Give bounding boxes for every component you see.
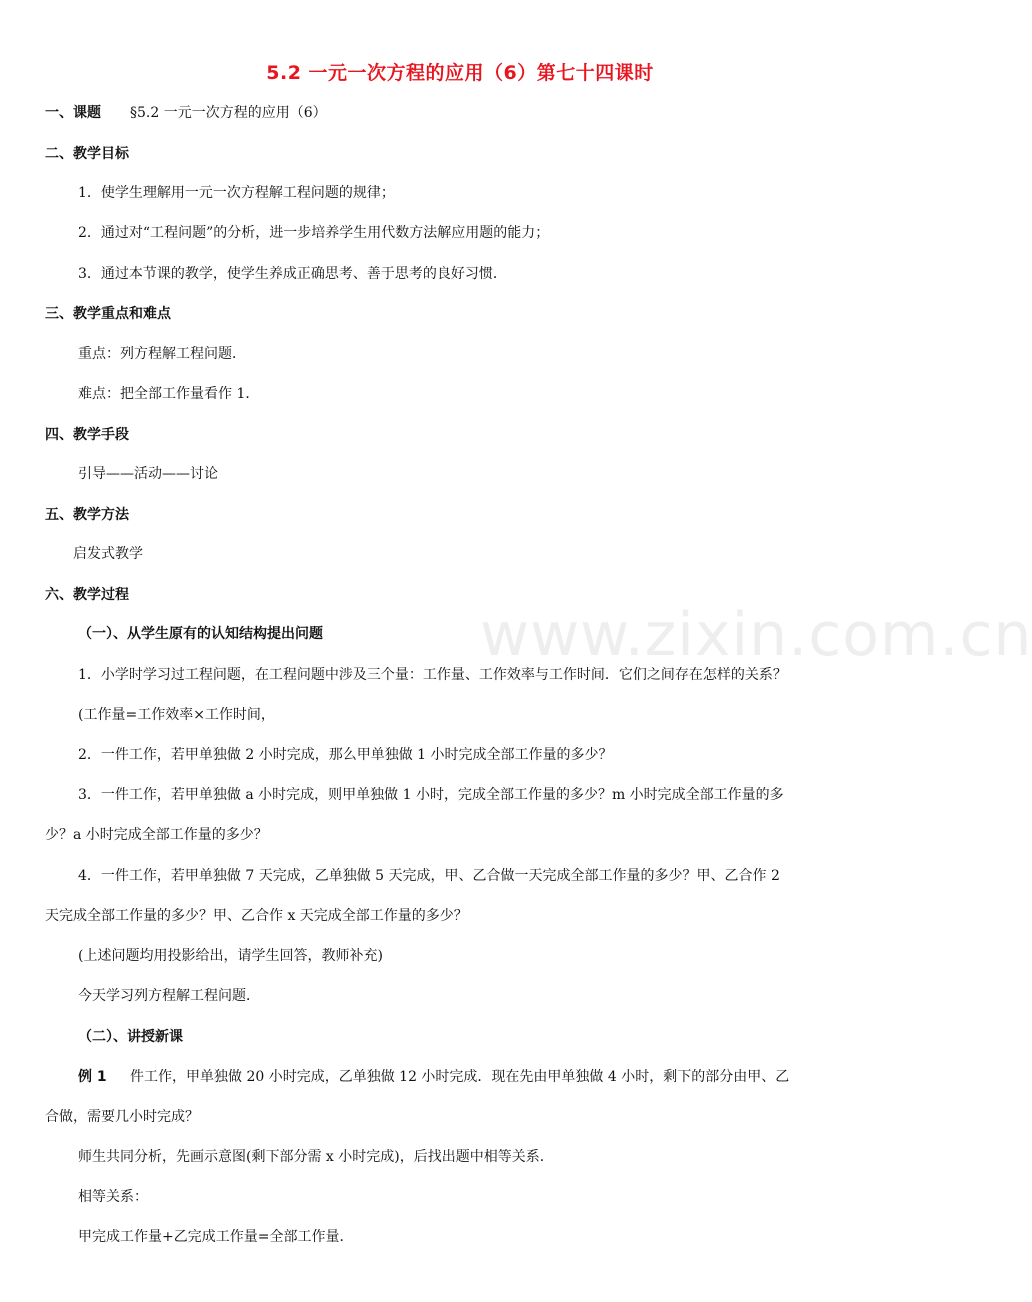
example-1-line-2: 合做，需要几小时完成？ [45,1109,199,1125]
question-3-line-1: 3．一件工作，若甲单独做 a 小时完成，则甲单独做 1 小时，完成全部工作量的多少？m 小时完成全部工作量的多 [78,787,784,803]
section-1-heading: 一、课题 [45,105,101,121]
analysis-text: 师生共同分析，先画示意图(剩下部分需 x 小时完成)，后找出题中相等关系． [78,1149,554,1165]
section-5-heading: 五、教学方法 [45,507,129,523]
part-2-heading: （二）、讲授新课 [78,1029,183,1045]
equal-relation-equation: 甲完成工作量+乙完成工作量=全部工作量． [78,1229,354,1245]
example-1-line-1: 件工作，甲单独做 20 小时完成，乙单独做 12 小时完成．现在先由甲单独做 4 小时，剩下的部分由甲、乙 [130,1069,790,1085]
question-1-answer: (工作量=工作效率×工作时间， [78,707,275,723]
example-1-label: 例 1 [78,1069,107,1085]
question-3-line-2: 少？a 小时完成全部工作量的多少？ [45,827,268,843]
difficulty-point: 难点：把全部工作量看作 1． [78,386,260,402]
key-point: 重点：列方程解工程问题． [78,346,246,362]
page-title: 5.2 一元一次方程的应用（6）第七十四课时 [266,62,654,84]
watermark: www.zixin.com.cn [480,600,1032,670]
objective-1: 1．使学生理解用一元一次方程解工程问题的规律； [78,185,395,201]
today-topic: 今天学习列方程解工程问题． [78,988,260,1004]
section-3-heading: 三、教学重点和难点 [45,306,171,322]
part-1-heading: （一）、从学生原有的认知结构提出问题 [78,626,323,642]
section-2-heading: 二、教学目标 [45,146,129,162]
question-4-line-2: 天完成全部工作量的多少？甲、乙合作 x 天完成全部工作量的多少？ [45,908,468,924]
question-2: 2．一件工作，若甲单独做 2 小时完成，那么甲单独做 1 小时完成全部工作量的多少？ [78,747,613,763]
objective-3: 3．通过本节课的教学，使学生养成正确思考、善于思考的良好习惯． [78,266,507,282]
projection-note: (上述问题均用投影给出，请学生回答，教师补充) [78,948,383,964]
question-1: 1．小学时学习过工程问题，在工程问题中涉及三个量：工作量、工作效率与工作时间．它们之间存在怎样的关系？ [78,667,787,683]
equal-relation-label: 相等关系： [78,1189,148,1205]
question-4-line-1: 4．一件工作，若甲单独做 7 天完成，乙单独做 5 天完成，甲、乙合做一天完成全部工作量的多少？甲、乙合作 2 [78,868,780,884]
section-1-text: §5.2 一元一次方程的应用（6） [130,105,327,121]
teaching-method: 启发式教学 [73,546,143,562]
objective-2: 2．通过对“工程问题”的分析，进一步培养学生用代数方法解应用题的能力； [78,225,550,241]
section-4-heading: 四、教学手段 [45,427,129,443]
teaching-means: 引导——活动——讨论 [78,466,218,482]
section-6-heading: 六、教学过程 [45,587,129,603]
